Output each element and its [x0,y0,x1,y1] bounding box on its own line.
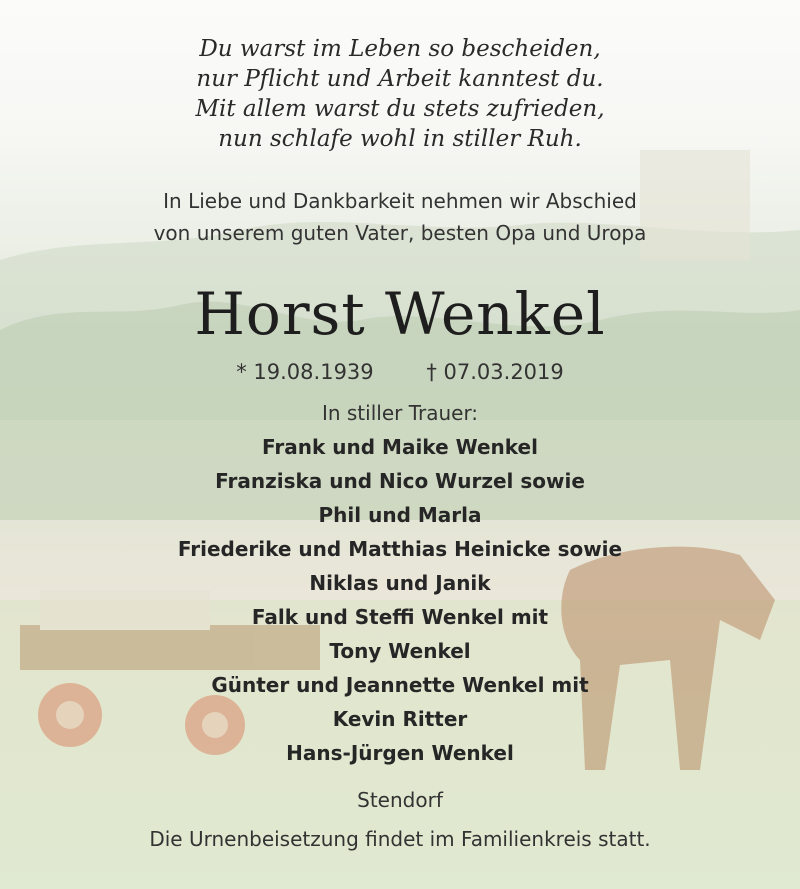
poem-line: Du warst im Leben so bescheiden, [199,36,601,62]
poem [0,34,800,154]
mourner-line: Niklas und Janik [309,571,491,595]
life-dates [0,358,800,386]
birth-date: * 19.08.1939 [236,360,374,384]
burial-notice: Die Urnenbeisetzung findet im Familienkreis statt. [149,827,651,851]
mourner-line: Falk und Steffi Wenkel mit [251,605,549,629]
mourner-line: Tony Wenkel [329,639,471,663]
death-date: † 07.03.2019 [426,360,564,384]
poem-line: nur Pflicht und Arbeit kanntest du. [196,66,604,92]
mourner-line: Kevin Ritter [332,707,468,731]
poem-line: Mit allem warst du stets zufrieden, [195,96,605,122]
intro-line: von unserem guten Vater, besten Opa und Uropa [153,221,647,245]
deceased-name: Horst Wenkel [194,280,606,348]
mourner-line: Frank und Maike Wenkel [262,435,538,459]
mourner-line: Hans-Jürgen Wenkel [286,741,514,765]
mourner-line: Franziska und Nico Wurzel sowie [215,469,585,493]
poem-line: nun schlafe wohl in stiller Ruh. [218,126,582,152]
mourners-list [0,430,800,770]
intro-line: In Liebe und Dankbarkeit nehmen wir Abschied [163,189,637,213]
farewell-intro [0,185,800,249]
place: Stendorf [357,788,443,812]
mourner-line: Phil und Marla [318,503,482,527]
mourner-line: Günter und Jeannette Wenkel mit [211,673,589,697]
mourning-label: In stiller Trauer: [321,401,479,425]
mourner-line: Friederike und Matthias Heinicke sowie [177,537,623,561]
